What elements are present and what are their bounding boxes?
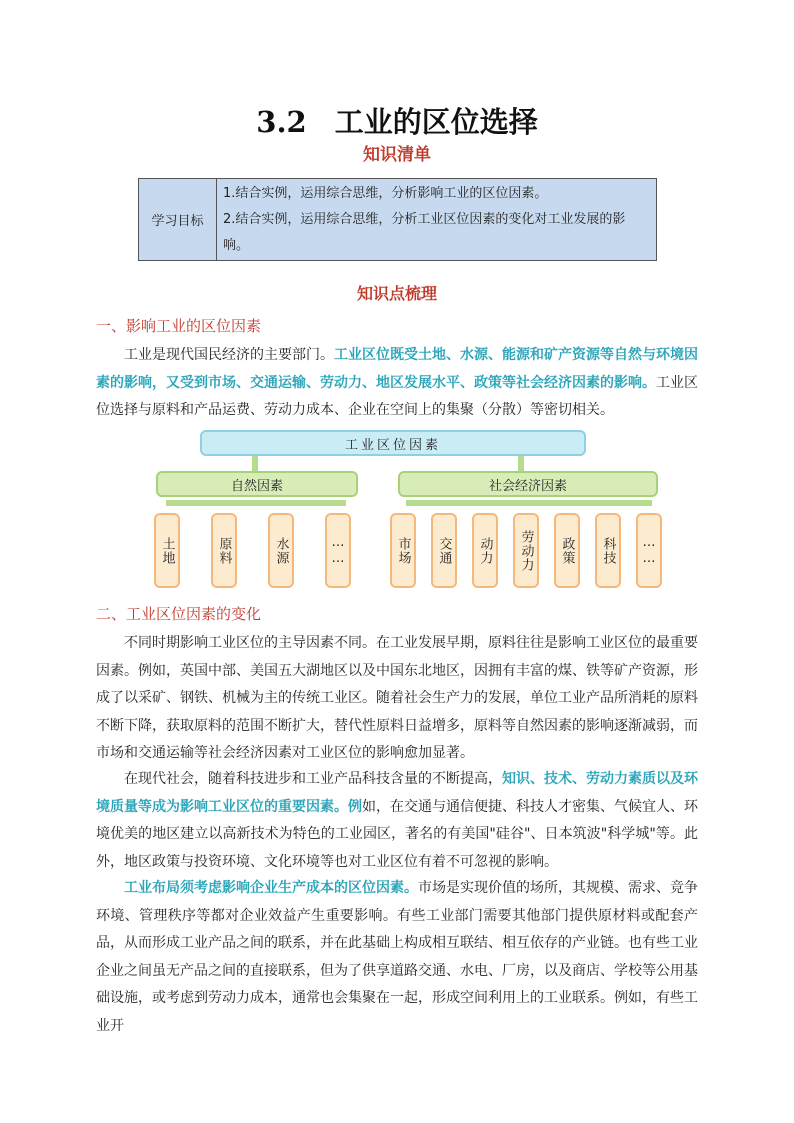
diagram-natural-node: 自然因素 (156, 471, 358, 497)
diagram-social-node: 社会经济因素 (398, 471, 658, 497)
diagram-leaf-node: 原料 (211, 513, 237, 588)
learning-goals-table (138, 178, 657, 261)
connector-line (252, 456, 258, 471)
page-subtitle: 知识清单 (363, 145, 431, 165)
section2-paragraph-2: 在现代社会，随着科技进步和工业产品科技含量的不断提高，知识、技术、劳动力素质以及环境质量等成为影响工业区位的重要因素。例如，在交通与通信便捷、科技人才密集、气候宜人、环境优美的地区建立以高新技术为特色的工业园区，著名的有美国"硅谷"、日本筑波"科学城"等。此外，地区政策与投资环境、文化环境等也对工业区位有着不可忽视的影响。 (96, 771, 698, 870)
section1-paragraph: 工业是现代国民经济的主要部门。工业区位既受土地、水源、能源和矿产资源等自然与环境因素的影响，又受到市场、交通运输、劳动力、地区发展水平、政策等社会经济因素的影响。工业区位选择与原料和产品运费、劳动力成本、企业在空间上的集聚（分散）等密切相关。 (96, 347, 698, 418)
section-heading-2: 二、工业区位因素的变化 (96, 605, 262, 623)
learning-goal-item: 2.结合实例，运用综合思维，分析工业区位因素的变化对工业发展的影响。 (223, 212, 626, 253)
diagram-leaf-node: 市场 (390, 513, 416, 588)
learning-goal-item: 1.结合实例，运用综合思维，分析影响工业的区位因素。 (223, 186, 548, 201)
connector-line (406, 500, 652, 506)
diagram-leaf-node: 政策 (554, 513, 580, 588)
outline-title: 知识点梳理 (356, 284, 437, 303)
diagram-leaf-node: 交通 (431, 513, 457, 588)
connector-line (518, 456, 524, 471)
diagram-leaf-node: …… (325, 513, 351, 588)
section-heading-1: 一、影响工业的区位因素 (96, 317, 262, 335)
diagram-leaf-node: 水源 (268, 513, 294, 588)
diagram-leaf-node: 劳动力 (513, 513, 539, 588)
diagram-root-node: 工业区位因素 (200, 430, 586, 456)
industrial-location-factors-diagram (150, 430, 660, 590)
diagram-leaf-node: 土地 (154, 513, 180, 588)
diagram-leaf-node: 动力 (472, 513, 498, 588)
learning-goals-content (217, 179, 656, 260)
learning-goals-label: 学习目标 (139, 179, 217, 260)
diagram-leaf-node: 科技 (595, 513, 621, 588)
diagram-leaf-node: …… (636, 513, 662, 588)
section2-paragraph-1: 不同时期影响工业区位的主导因素不同。在工业发展早期，原料往往是影响工业区位的最重要因素。例如，英国中部、美国五大湖地区以及中国东北地区，因拥有丰富的煤、铁等矿产资源，形成了以采矿、钢铁、机械为主的传统工业区。随着社会生产力的发展，单位工业产品所消耗的原料不断下降，获取原料的范围不断扩大，替代性原料日益增多，原料等自然因素的影响逐渐减弱，而市场和交通运输等社会经济因素对工业区位的影响愈加显著。 (96, 635, 698, 761)
connector-line (166, 500, 346, 506)
page-title: 3.2 工业的区位选择 (256, 105, 538, 139)
section2-paragraph-3: 工业布局须考虑影响企业生产成本的区位因素。市场是实现价值的场所，其规模、需求、竞争环境、管理秩序等都对企业效益产生重要影响。有些工业部门需要其他部门提供原材料或配套产品，从而形成工业产品之间的联系，并在此基础上构成相互联结、相互依存的产业链。也有些工业企业之间虽无产品之间的直接联系，但为了供享道路交通、水电、厂房，以及商店、学校等公用基础设施，或考虑到劳动力成本，通常也会集聚在一起，形成空间利用上的工业联系。例如，有些工业开 (96, 880, 698, 1034)
